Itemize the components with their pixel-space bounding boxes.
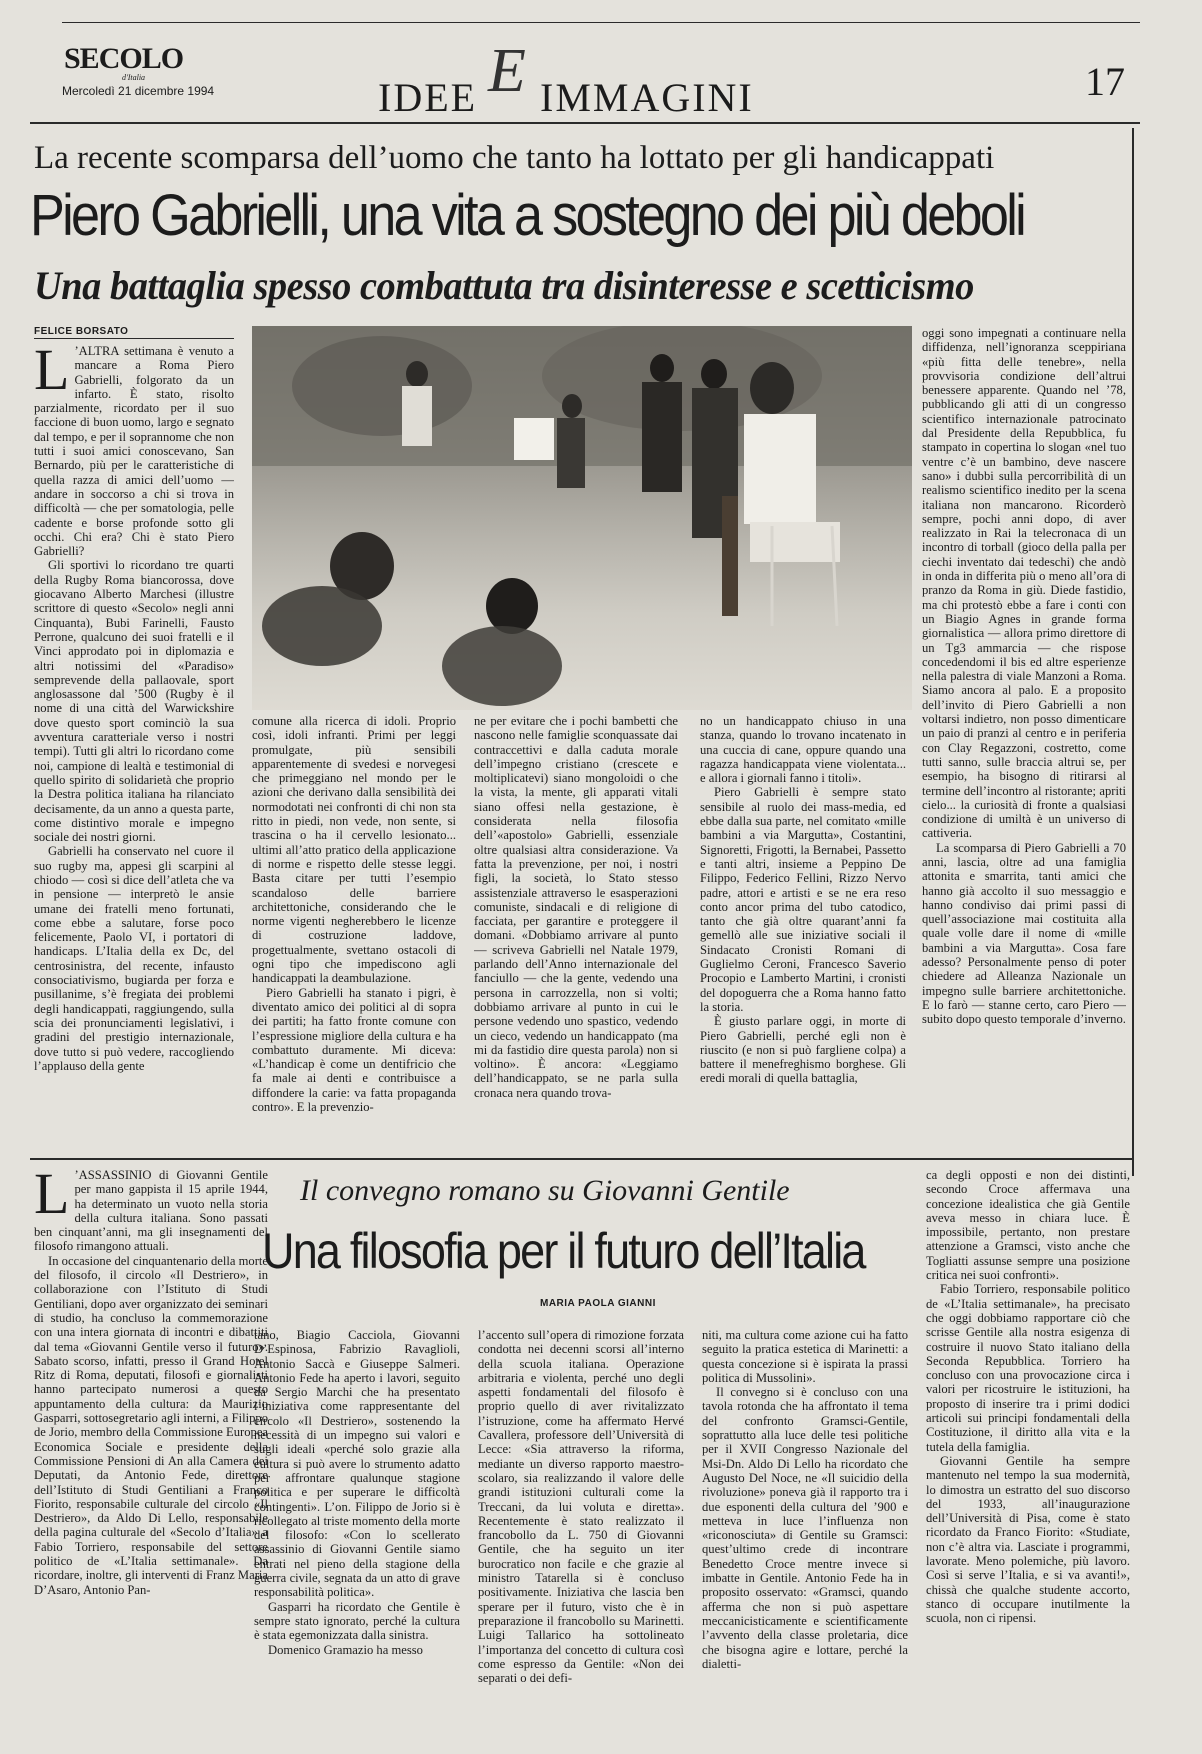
masthead-rule xyxy=(30,122,1140,124)
byline-rule xyxy=(34,338,234,339)
paragraph: Domenico Gramazio ha messo xyxy=(268,1642,423,1657)
article-column-4 xyxy=(700,714,906,1144)
photo-image xyxy=(252,326,912,710)
issue-date: Mercoledì 21 dicembre 1994 xyxy=(62,84,215,98)
article-column-2 xyxy=(252,714,456,1144)
paragraph: In occasione del cinquantenario della morte del filosofo, il circolo «Il Destriero», in collaborazione con l’Istituto di Studi Gentiliani, dopo aver organizzato dei seminari di studio, ha concluso la commemorazione con una intera giornata di incontri e dibattiti dal tema «Giovanni Gentile verso il futuro». Sabato scorso, infatti, presso il Grand Hotel Ritz di Roma, deputati, filosofi e giornalisti hanno partecipato numerosi a questo appuntamento della cultura: da Maurizio Gasparri, sottosegretario agli interni, a Filippo de Jorio, membro della Commissione Europea Economica Sociale e presidente della Commissione Pensioni di An alla Camera dei Deputati, da Antonio Fede, direttore dell’Istituto di Studi Gentiliani a Franco Fiorito, responsabile culturale del circolo «Il Destriero», da Aldo Di Lello, responsabile della pagina culturale del «Secolo d’Italia» a Fabio Torriero, responsabile del settore politico de «L’Italia settimanale». Da ricordare, inoltre, gli interventi di Franz Maria D’Asaro, Antonio Pan- xyxy=(34,1253,268,1597)
paragraph: no un handicappato chiuso in una stanza, quando lo trovano incatenato in una cuccia di cane, oppure quando una ragazza handicappata viene violentata... e allora i giornali fanno i titoli». xyxy=(700,714,906,786)
article2-byline: MARIA PAOLA GIANNI xyxy=(540,1298,656,1309)
section-title-left: IDEE xyxy=(378,75,478,120)
article2-column-3 xyxy=(478,1328,684,1748)
paragraph: niti, ma cultura come azione cui ha fatto seguito la pratica estetica di Marinetti: a questa concezione si è ispirata la prassi politica di Mussolini». xyxy=(702,1328,908,1385)
paragraph: comune alla ricerca di idoli. Proprio così, idoli infranti. Primi per leggi promulgate, più sensibili apparentemente di svedesi e norvegesi che primeggiano nel mondo per le azioni che derivano dalla sensibilità dei normodotati nei confronti di chi non sta ritto in piedi, non vede, non sente, si trascina o ha il cervello lesionato... ultimi all’atto pratico della applicazione di norme e rispetto delle stesse leggi. Basta citare per tutti l’esempio scandaloso delle barriere architettoniche, considerando che le norme vigenti negherebbero le licenze di costruzione laddove, progettualmente, svettano ostacoli di ogni tipo che impediscono agli handicappati la deambulazione. xyxy=(252,714,456,986)
paragraph: Gli sportivi lo ricordano tre quarti della Rugby Roma biancorossa, dove giocavano Alberto Marchesi (illustre scrittore di questo «Secolo» negli anni Cinquanta), Bubi Farinelli, Fausto Perrone, qualcuno dei suoi fratelli e il Vinci approdato poi in diplomazia e altri notissimi del «Paradiso» semprevende della pallaovale, sport anglosassone dal ’500 (Rugby è il nome di una città del Warwickshire dove questo sport cominciò la sua avventura caratteriale verso i nostri tempi). Tutti gli altri lo ricordano come noi, campione di lealtà e testimonial di quello spirito di solidarietà che proprio la Destra politica italiana ha rilanciato decisamente, da un anno a questa parte, come distintivo morale e impegno sociale dei nostri giorni. xyxy=(34,558,234,845)
article-headline: Piero Gabrielli, una vita a sostegno dei più deboli xyxy=(30,183,1025,248)
paragraph: Gabrielli ha conservato nel cuore il suo rugby ma, appesi gli scarpini al chiodo — così si dice dell’atleta che va in pensione — interpretò le ansie umane dei fratelli meno fortunati, come ebbe a salutare, forse poco felicemente, Paolo VI, i portatori di handicaps. L’Italia della ex Dc, del centrosinistra, del recente, infausto consociativismo, bugiarda per forza e pusillanime, s’è fregiata dei problemi degli handicappati, raggiungendo, sulla scia dei pronunciamenti legislativi, i gradini del prestigio internazionale, dove tutto si può vedere, raccogliendo l’applauso della gente xyxy=(34,844,234,1073)
paragraph: l’accento sull’opera di rimozione forzata condotta nei decenni scorsi all’interno della scuola italiana. Operazione arbitraria e violenta, perché uno degli aspetti fondamentali del filosofo è proprio quello di aver rivitalizzato l’istruzione, come ha affermato Hervé Cavallera, professore dell’Università di Lecce: «Sia attraverso la riforma, mediante un diverso rapporto maestro-scolaro, sia realizzando il valore delle grandi istituzioni culturali come la Treccani, da lui voluta e diretta». Recentemente è stato realizzato il francobollo da L. 750 di Giovanni Gentile, che ha seguito un iter burocratico non facile e che grazie al ministro Tatarella si è concluso positivamente. Iniziativa che lascia ben sperare per il futuro, visto che è in preparazione il francobollo su Marinetti. Luigi Tallarico ha sottolineato l’importanza del concetto di cultura così come espresso da Gentile: «Non dei separati o dei defi- xyxy=(478,1328,684,1686)
right-frame-rule xyxy=(1132,128,1134,1176)
paragraph: ’ASSASSINIO di Giovanni Gentile per mano gappista il 15 aprile 1944, ha determinato un vuoto nella storia della cultura italiana. Sono passati ben cinquant’anni, ma gli insegnamenti del filosofo rimangono attuali. xyxy=(34,1168,268,1254)
section-title-right: IMMAGINI xyxy=(540,75,754,120)
article2-column-5 xyxy=(926,1168,1130,1748)
article-kicker: La recente scomparsa dell’uomo che tanto ha lottato per gli handicappati xyxy=(34,140,995,176)
article2-column-2 xyxy=(254,1328,460,1748)
paragraph: Gasparri ha ricordato che Gentile è sempre stato ignorato, perché la cultura è stata egemonizzata dalla sinistra. xyxy=(254,1599,460,1643)
photo-string-quartet xyxy=(252,326,912,710)
drop-cap: L xyxy=(34,344,70,402)
paragraph: ’ALTRA settimana è venuto a mancare a Roma Piero Gabrielli, folgorato da un infarto. È stato, risolto parzialmente, ricordato per il suo faccione di buon uomo, largo e segnato dal tempo, e per il soprannome che non tutti i suoi amici conoscevano, San Bernardo, più per le caratteristiche di quella razza di amici dell’uomo — andare in soccorso a chi si trova in difficoltà — che per somatologia, pelle cadente e borse profonde sotto gli occhi. Chi era? Chi è stato Piero Gabrielli? xyxy=(34,344,234,559)
paragraph: Piero Gabrielli è sempre stato sensibile al ruolo dei mass-media, ed ebbe dalla sua parte, nel comitato «mille bambini a via Margutta», Costantini, Signoretti, Frigotti, la Bernabei, Passetto e tanti altri, insieme a Peppino De Filippo, Federico Fellini, Rizzo Nervo padre, attori e artisti e se ne era reso conto ancor prima del tubo catodico, tanto che già oltre quarant’anni fa gemellò alle sue iniziative sociali il Sindacato Cronisti Romani di Guglielmo Ceroni, Francesco Saverio Procopio e Lamberto Martini, i cronisti del dopoguerra che a Roma hanno fatto la storia. xyxy=(700,785,906,1014)
top-rule xyxy=(62,22,1140,23)
newspaper-logo-sub: d'Italia xyxy=(122,73,146,82)
paragraph: La scomparsa di Piero Gabrielli a 70 anni, lascia, oltre ad una famiglia attonita e smarrita, tanti amici che hanno già accolto il suo messaggio e hanno condiviso dai primi passi di quell’associazione mai costituita alla quale volle dare il nome di «mille bambini a via Margutta». Cosa fare adesso? Personalmente penso di poter chiedere ad Alleanza Nazionale un impegno sulle barriere architettoniche. E lo farò — stanne certo, caro Piero — subito dopo questo temporale d’inverno. xyxy=(922,840,1126,1027)
paragraph: Giovanni Gentile ha sempre mantenuto nel tempo la sua modernità, lo dimostra un estratto del suo discorso del 1933, all’inaugurazione dell’Università di Pisa, come è stato ricordato da Franco Fiorito: «Studiate, non c’è altra via. Lasciate i programmi, lavorate. Meno polemiche, più lavoro. Così si serve l’Italia, e si va avanti!», chissà che qualche studente accorto, stanco di occupare inutilmente la scuola, non ci ripensi. xyxy=(926,1453,1130,1626)
article-column-3 xyxy=(474,714,678,1144)
article-column-1 xyxy=(34,344,234,1144)
article2-column-4 xyxy=(702,1328,908,1748)
paragraph: ca degli opposti e non dei distinti, secondo Croce affermava una concezione idealistica che già Gentile aveva messo in chiara luce. È impossibile, pertanto, non prestare attenzione a Gramsci, visto anche che Togliatti assunse sempre una posizione critica nei suoi confronti». xyxy=(926,1168,1130,1283)
article2-kicker: Il convegno romano su Giovanni Gentile xyxy=(300,1174,790,1207)
paragraph: Il convegno si è concluso con una tavola rotonda che ha affrontato il tema del confronto Gramsci-Gentile, soprattutto alla luce delle tesi politiche per il XVII Congresso Nazionale del Msi-Dn. Aldo Di Lello ha ricordato che Augusto Del Noce, ne «Il suicidio della rivoluzione» poneva già il rapporto tra i due esponenti della cultura del ’900 e metteva in luce l’influenza non «riconosciuta» di Gentile su Gramsci: quest’ultimo crede di incontrare Benedetto Croce mentre invece si imbatte in Gentile. Antonio Fede ha in proposito osservato: «Gramsci, quando afferma che non si può aspettare meccanicisticamente e scientificamente l’avvento della classe proletaria, dice che bisogna agire e lottare, perché la dialetti- xyxy=(702,1385,908,1671)
paragraph: Fabio Torriero, responsabile politico de «L’Italia settimanale», ha precisato che oggi dobbiamo rapportare ciò che scrisse Gentile alla nostra esigenza di costruire il nuovo Stato italiano della Seconda Repubblica. Torriero ha concluso con una provocazione circa i valori per ricostruire le istituzioni, ha proposto di inserire tra i primi dodici articoli sui principi fondamentali della Costituzione, il diritto alla vita e la tutela della famiglia. xyxy=(926,1282,1130,1454)
article2-column-1 xyxy=(34,1168,268,1748)
drop-cap: L xyxy=(34,1168,70,1226)
paragraph: Piero Gabrielli ha stanato i pigri, è diventato amico dei politici al di sopra dei partiti; ha fatto fronte comune con l’espressione migliore della cultura e ha combattuto duramente. Mi diceva: «L’handicap è come un dentifricio che fa male ai denti e contribuisce a diffondere la carie: va fatta propaganda contro». E la prevenzio- xyxy=(252,985,456,1115)
paragraph: oggi sono impegnati a continuare nella diffidenza, nell’ignoranza sceppiriana «più fitta delle tenebre», nella provvisoria condizione dell’altrui benessere apparente. Quando nel ’78, pubblicando gli atti di un congresso scientifico internazionale patrocinato dal Presidente della Repubblica, fu stampato in copertina lo slogan «nel tuo ventre c’è un bambino, deve nascere sano» i dubbi sulla percorribilità di un realismo scientifico inedito per la scena italiana non mancarono. Ricorderò sempre, pochi anni dopo, di aver realizzato in Rai la telecronaca di un incontro di torball (gioco della palla per ciechi inventato dai tedeschi) che andò in onda in differita più o meno all’ora di pranzo da Roma in giù. Diede fastidio, ma chi protestò ebbe a fare i conti con un Biagio Agnes in grande forma giornalistica — allora primo direttore di un Tg3 ammarcia — che rispose concedendomi il bis ed altre esperienze nella palestra di viale Manzoni a Roma. Siamo ancora al palo. E a proposito dell’invito di Piero Gabrielli a non voltarsi indietro, non posso dimenticare un paio di pranzi al centro e in periferia con Clay Regazzoni, costretto, come tutti sanno, sulle braccia altrui se, per esempio, ha bisogno di ritirarsi al termine dell’incontro al ristorante; apriti cielo... la curiosità di fronte a qualsiasi condizione di umiltà è un universo di cattiveria. xyxy=(922,326,1126,841)
page-number: 17 xyxy=(1085,59,1125,104)
paragraph: tano, Biagio Cacciola, Giovanni D’Espinosa, Fabrizio Ravaglioli, Antonio Saccà e Giuseppe Salmeri. Antonio Fede ha aperto i lavori, seguito da Sergio Marchi che ha presentato l’iniziativa come rappresentante del circolo «Il Destriero», sostenendo la necessità di un impegno sui valori e sugli ideali «perché solo grazie alla cultura si può avere lo strumento adatto per affrontare qualunque stagione politica e per superare le difficoltà contingenti». L’on. Filippo de Jorio si è ricollegato al triste momento della morte del filosofo: «Con lo scellerato assassinio di Giovanni Gentile siamo entrati nel pieno della stagione della guerra civile, segnata da un atto di grave responsabilità politica». xyxy=(254,1328,460,1600)
article2-headline: Una filosofia per il futuro dell’Italia xyxy=(262,1223,865,1279)
article-column-5 xyxy=(922,326,1126,1144)
article-separator-rule xyxy=(30,1158,1134,1160)
article-byline: FELICE BORSATO xyxy=(34,326,129,337)
paragraph: È giusto parlare oggi, in morte di Piero Gabrielli, perché egli non è riuscito (e non si può fargliene colpa) a battere il menefreghismo borghese. Gli eredi morali di quella battaglia, xyxy=(700,1014,906,1086)
newspaper-logo: SECOLO xyxy=(64,42,184,75)
section-title-ornament: E xyxy=(488,37,526,105)
paragraph: ne per evitare che i pochi bambetti che nascono nelle famiglie sconquassate dai contraccettivi e dalla caduta morale dell’impegno cristiano (crescete e moltiplicatevi) siano mongoloidi o che la vista, la mente, gli apparati vitali siano offesi nella gestazione, è considerata nella filosofia dell’«apostolo» Gabrielli, essenziale oltre qualsiasi altra considerazione. Va fatta la prevenzione, per noi, i nostri figli, la società, lo Stato stesso assistenziale attraverso le esasperazioni comuniste, sindacali e di religione di facciata, per garantire e proteggere il domani. «Dobbiamo arrivare al punto — scriveva Gabrielli nel Natale 1979, parlando dell’Anno internazionale del fanciullo — che la gente, vedendo una persona in carrozzella, non si volti; dobbiamo arrivare al punto in cui le persone vedendo uno spastico, vedendo un cieco, vedendo un handicappato (ma mi da fastidio dire questa parola) non si voltino». È ancora: «Leggiamo dell’handicappato, se ne parla sulla cronaca nera quando trova- xyxy=(474,714,678,1100)
article-deck: Una battaglia spesso combattuta tra disinteresse e scetticismo xyxy=(34,263,974,308)
